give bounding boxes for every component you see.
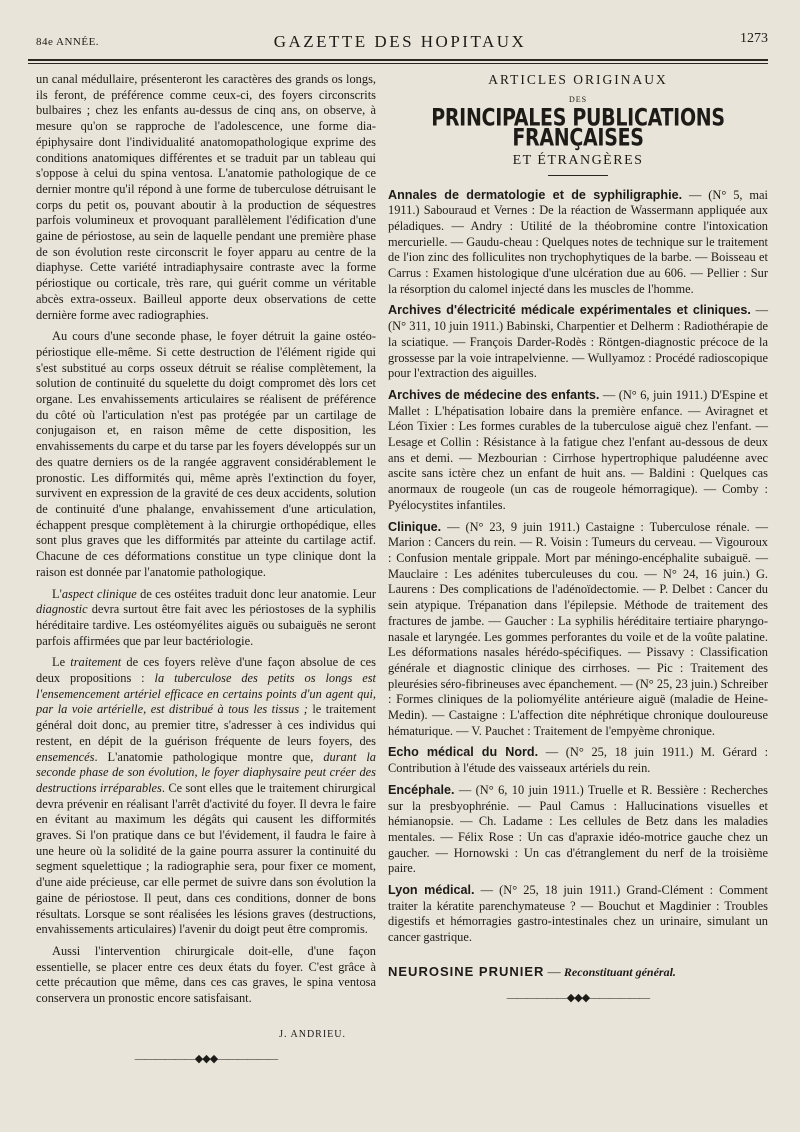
publication-entry <box>388 303 768 382</box>
entry-text: — (N° 25, 18 juin 1911.) M. Gérard : Contribution à l'étude des vaisseaux artériels du rein. <box>388 745 769 776</box>
ornament-divider: ——————◆◆◆—————— <box>134 1053 278 1066</box>
entry-text: — (N° 6, 10 juin 1911.) Truelle et R. Bessière : Recherches sur la presbyophrénie. — Paul Camus : Hallucinations visuelles et hémianopsie. — Ch. Ladame : Les cellules de Betz dans les maladies mentales. — Félix Rose : Un cas d'apraxie idéo-motrice gauche chez un gaucher. — Hornowski : Un cas d'étranglement du nerf de la troisième paire. <box>388 782 768 876</box>
volume-label: 84e ANNÉE. <box>36 36 100 48</box>
header-rule-thick <box>28 59 768 61</box>
journal-name: Encéphale. <box>388 782 455 797</box>
journal-name: Clinique. <box>388 519 442 534</box>
ad-slogan: Reconstituant général. <box>563 964 676 979</box>
page-header <box>28 30 772 56</box>
ad-brand: NEUROSINE PRUNIER <box>388 963 545 979</box>
publication-entry <box>388 520 768 740</box>
section-title-main: PRINCIPALES PUBLICATIONS FRANÇAISES <box>431 104 725 152</box>
paragraph: L'aspect clinique de ces ostéites traduit donc leur anatomie. Leur diagnostic devra surtout être fait avec les périostoses de la syphilis héréditaire tardive. Les ostéomyélites aiguës ou subaiguës ne seront parfois affirmées que par leur bactériologie. <box>36 586 376 648</box>
author-signature: J. ANDRIEU. <box>279 1028 346 1040</box>
paragraph: Le traitement de ces foyers relève d'une façon absolue de ces deux propositions : la tuberculose des petits os longs est l'ensemencement artériel efficace en certains points d'un agent qui, par la voie artérielle, est distribué à tous les tissus ; le traitement général doit donc, au premier titre, s'adresser à ces individus qui restent, en dépit de la guérison fréquente de leurs foyers, des ensemencés. L'anatomie pathologique montre que, durant la seconde phase de son évolution, le foyer diaphysaire peut créer des destructions irréparables. Ce sont elles que le traitement chirurgical devra prévenir en réalisant l'arrêt d'activité du foyer. Il devra le faire en évitant au maximum les dégâts qui causent les difformités graves. Si l'on pratique dans ce but l'évidement, il faudra le faire à une heure où la solidité de la gaine pourra assurer la continuité du segment squelettique ; la radiographie sera, pour fixer ce moment, d'une aide précieuse, car elle permet de suivre dans son évolution la gaine de périostose. Il peut, dans ces conditions, donner de bons résultats. Lorsque se sont réalisées les lésions graves (destructions, envahissements articulaires) l'avenir du doigt peut être compromis. <box>36 655 377 937</box>
entry-text: — (N° 6, juin 1911.) D'Espine et Mallet : L'hépatisation lobaire dans la première enfance. — Aviragnet et Léon Tixier : Les formes curables de la tuberculose aiguë chez l'enfant. — Lesage et Collin : Résistance à la fatigue chez l'enfant au-dessous de deux ans et demi. — Mezbourian : Cirrhose hypertrophique paludéenne avec ascite sans ictère chez un enfant de huit ans. — Baldini : Quelques cas anormaux de rougeole (un cas de rougeole hémorragique). — Comby : Pyélocystites infantiles. <box>388 387 768 512</box>
page-number: 1273 <box>740 31 768 46</box>
journal-title: GAZETTE DES HOPITAUX <box>273 32 527 51</box>
section-title: ARTICLES ORIGINAUX <box>488 72 668 87</box>
publication-entry <box>388 783 768 877</box>
journal-name: Archives d'électricité médicale expérimentales et cliniques. <box>388 303 751 318</box>
entry-text: — (N° 23, 9 juin 1911.) Castaigne : Tuberculose rénale. — Marion : Cancers du rein. — R. Voisin : Tumeurs du cerveau. — Vigouroux : Confusion mentale grippale. Mort par méningo-encéphalite subaiguë. — Mauclaire : Les adénites tuberculeuses du cou. — N° 24, 16 juin.) G. Laurens : Des complications de l'adénoïdectomie. — P. Delbet : Cancer du sein atypique. Trépanation dans l'épilepsie. Méthode de traitement des fractures de jambe. — Gaucher : La syphilis héréditaire tertiaire pharyngo-nasale et laryngée. Les gommes perforantes du voile et de la voûte palatine. Les déformations nasales hérédo-spécifiques. — Pissavy : Classification générale et diagnostic clinique des cirrhoses. — Pic : Traitement des pleurésies séro-fibrineuses avec épanchement. — (N° 25, 23 juin.) Schreiber : Formes cliniques de la poliomyélite antérieure aiguë (maladie de Heine-Medin). — Castaigne : L'affection dite néphrétique chronique douloureuse hématurique. — V. Pauchet : Traitement de l'empyème chronique. <box>388 519 768 738</box>
publication-entry <box>388 388 768 514</box>
publication-list <box>388 188 768 946</box>
journal-name: Lyon médical. <box>388 883 475 898</box>
entry-text: — (N° 25, 18 juin 1911.) Grand-Clément : Comment traiter la kératite parenchymateuse ? — Bouchut et Magdinier : Troubles digestifs et hémorragies gastro-intestinales chez un urinaire, simulant un cancer gastrique. <box>388 883 769 945</box>
journal-name: Archives de médecine des enfants. <box>388 387 600 402</box>
section-subtitle: ET ÉTRANGÈRES <box>512 152 644 168</box>
publication-entry <box>388 883 768 946</box>
paragraph: Au cours d'une seconde phase, le foyer détruit la gaine ostéo-périostique elle-même. Si cette destruction de l'élément rigide qui s'est substitué au corps osseux détruit se réalise complètement, la solution de continuité du squelette du doigt compromet dès lors cet organe. Les envahissements articulaires se réalisent de préférence du côté où l'articulation n'est pas protégée par un cartilage de conjugaison et, en raison même de cette disposition, les envahissements du carpe et du tarse par les foyers développés sur un des quatre derniers os de la rangée aggravent considérablement le pronostic. Les difformités qui, même après l'extinction du foyer, survivent en expression de la gravité de ces deux accidents, solution de continuité d'une phalange, envahissement d'une articulation, échappent presque complètement à la chirurgie orthopédique, elles sont plus graves que les difformités par atteinte du cartilage actif. Chacune de ces déformations constitue un type clinique dont la raison est donnée par l'anatomie pathologique. <box>36 329 376 579</box>
journal-name: Annales de dermatologie et de syphiligraphie. <box>388 187 683 202</box>
left-column <box>36 72 376 1068</box>
entry-text: — (N° 311, 10 juin 1911.) Babinski, Charpentier et Delherm : Radiothérapie de la sciatique. — François Darder-Rodès : Röntgen-diagnostic précoce de la grossesse par la voie intrapelvienne. — Wullyamoz : Procédé radioscopique pour l'extraction des aiguilles. <box>388 303 768 381</box>
title-rule <box>548 175 608 176</box>
entry-text: — (N° 5, mai 1911.) Sabouraud et Vernes : De la réaction de Wassermann appliquée aux péladiques. — Andry : Utilité de la théobromine contre l'intoxication mercurielle. — Gaudu-cheau : Quelques notes de technique sur le traitement de l'ion zinc des folliculites non trychophytiques de la barbe. — Boisseau et Carrus : Examen histologique d'une ulcération due au 606. — Pellier : Sur la résorption du calomel injecté dans les muscles de l'homme. <box>388 187 768 296</box>
section-title-connector: DES <box>568 94 588 104</box>
publication-entry <box>388 188 768 298</box>
ornament-divider: ——————◆◆◆—————— <box>506 991 650 1004</box>
publication-entry <box>388 745 768 776</box>
right-column <box>388 72 768 1006</box>
journal-name: Echo médical du Nord. <box>388 745 539 760</box>
paragraph: un canal médullaire, présenteront les caractères des grands os longs, ils feront, de préférence comme ceux-ci, des foyers circonscrits bulbaires ; chez les enfants au-dessus de cinq ans, on observe, à mesure qu'on se rapproche de l'adolescence, une forme dia-épiphysaire dont l'individualité anatomopathologique exprime des conditions anatomiques différentes et se traduit par un tableau qui s'oppose à celui du spina ventosa. L'anatomie pathologique de ce dernier montre qu'il répond à une forme de tuberculose détruisant le corps du petit os, pouvant aboutir à la production de séquestres parfois volumineux et provoquant parallèlement l'édification d'une gaine de périostose, au sein de laquelle pendant une première phase de son évolution reste circonscrit le foyer apparu au centre de la diaphyse. Cette variété intradiaphysaire contraste avec la forme périostique ou corticale, très rare, qui guérit comme un véritable abcès extra-osseux. Bailleul apporte deux observations de cette dernière forme avec radiographies. <box>36 72 376 322</box>
advertisement: NEUROSINE PRUNIER — Reconstituant général. <box>388 963 676 979</box>
header-rule-thin <box>28 63 768 64</box>
paragraph: Aussi l'intervention chirurgicale doit-elle, d'une façon essentielle, se placer entre ces deux états du foyer. C'est grâce à cette précaution que même, dans ces cas graves, le spina ventosa conservera un pronostic encore satisfaisant. <box>36 943 376 1006</box>
